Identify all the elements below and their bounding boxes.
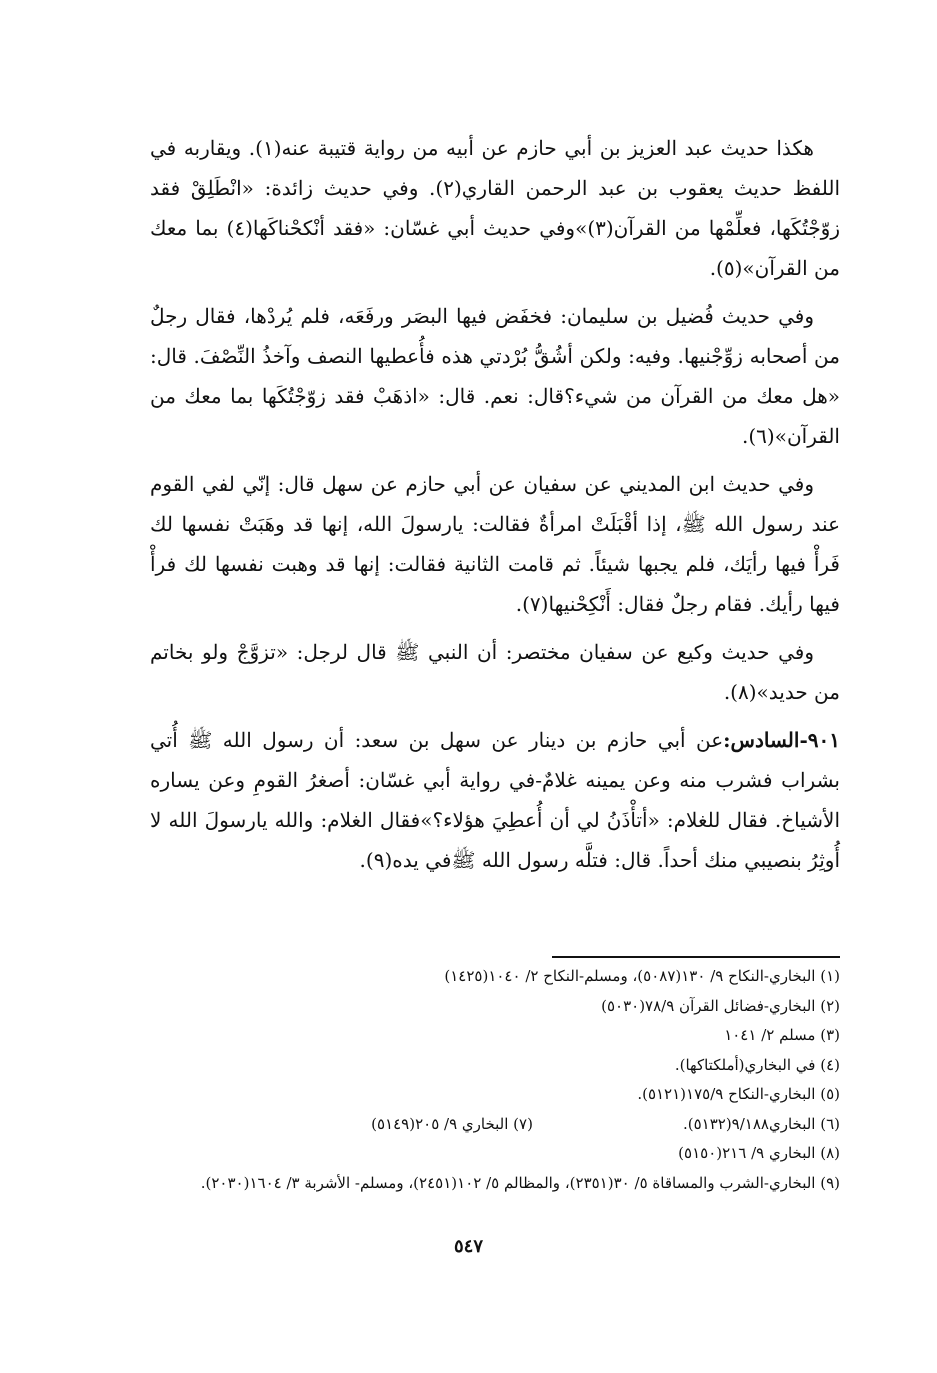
hadith-number: ٩٠١ [807, 728, 840, 752]
footnote-9: (٩) البخاري-الشرب والمساقاة ٥/ ٣٠(٢٣٥١)، والمظالم ٥/ ١٠٢(٢٤٥١)، ومسلم- الأشربة ٣/ ١٦٠٤(٢٠٣٠). [200, 1173, 840, 1192]
footnote-4: (٤) في البخاري(أملكتاكها). [674, 1055, 840, 1074]
footnote-6: (٦) البخاري٩/١٨٨(٥١٣٢). [682, 1114, 840, 1133]
paragraph-4: وفي حديث وكيع عن سفيان مختصر: أن النبي ﷺ قال لرجل: «تزوَّجْ ولو بخاتم من حديد»(٨). [150, 640, 840, 704]
paragraph-3: وفي حديث ابن المديني عن سفيان عن أبي حازم عن سهل قال: إنّي لفي القوم عند رسول الله ﷺ، إذا أقْبَلَتْ امرأةٌ فقالت: يارسولَ الله، إنها قد وهَبَتْ نفسها لك فَرأْ فيها رأيَك، فلم يجبها شيئاً. ثم قامت الثانية فقالت: إنها قد وهبت نفسها لك فرأْ فيها رأيك. فقام رجلٌ فقال: أَنْكِحْنيها(٧). [150, 472, 840, 616]
footnote-3: (٣) مسلم ٢/ ١٠٤١ [724, 1026, 840, 1044]
hadith-text: عن أبي حازم بن دينار عن سهل بن سعد: أن رسول الله ﷺ أُتي بشراب فشرب منه وعن يمينه غلامٌ-في رواية أبي غسّان: أصغرُ القومِ وعن يساره الأشياخ. فقال للغلام: «أتأْذَنُ لي أن أُعطِيَ هؤلاء؟»فقال الغلام: والله يارسولَ الله لا أُوثِرُ بنصيبي منك أحداً. قال: فتلَّه رسول الله ﷺفي يده(٩). [150, 728, 840, 872]
hadith-901 [150, 720, 840, 880]
footnote-8: (٨) البخاري ٩/ ٢١٦(٥١٥٠) [678, 1144, 840, 1162]
footnote-divider [552, 956, 840, 958]
footnote-1: (١) البخاري-النكاح ٩/ ١٣٠(٥٠٨٧)، ومسلم-النكاح ٢/ ١٠٤٠(١٤٢٥) [444, 967, 840, 985]
paragraph-2: وفي حديث فُضيل بن سليمان: فخفَض فيها البصَر ورفَعَه، فلم يُردْها، فقال رجلٌ من أصحابه زوِّجْنيها. وفيه: ولكن أشُقُّ بُرْدتي هذه فأُعطيها النصف وآخذُ النِّصْفَ. قال: «هل معك من القرآن من شيء؟قال: نعم. قال: «اذهَبْ فقد زوّجْتُكَها بما معك من القرآن»(٦). [150, 304, 840, 448]
footnote-5: (٥) البخاري-النكاح ١٧٥/٩(٥١٢١). [637, 1085, 840, 1103]
main-text [150, 128, 840, 888]
paragraph-1: هكذا حديث عبد العزيز بن أبي حازم عن أبيه من رواية قتيبة عنه(١). ويقاربه في اللفظ حديث يعقوب بن عبد الرحمن القاري(٢). وفي حديث زائدة: «انْطَلِقْ فقد زوّجْتُكَها، فعلِّمْها من القرآن(٣)»وفي حديث أبي غسّان: «فقد أنْكحْناكَها(٤) بما معك من القرآن»(٥). [150, 136, 841, 280]
page-number: ٥٤٧ [453, 1236, 483, 1257]
footnote-7: (٧) البخاري ٩/ ٢٠٥(٥١٤٩) [371, 1114, 533, 1133]
hadith-heading: السادس: [723, 728, 800, 752]
footnotes [120, 962, 840, 1198]
footnote-row-6-7 [120, 1110, 840, 1140]
footnote-2: (٢) البخاري-فضائل القرآن ٧٨/٩(٥٠٣٠) [601, 996, 840, 1015]
hadith-separator: - [799, 728, 808, 752]
